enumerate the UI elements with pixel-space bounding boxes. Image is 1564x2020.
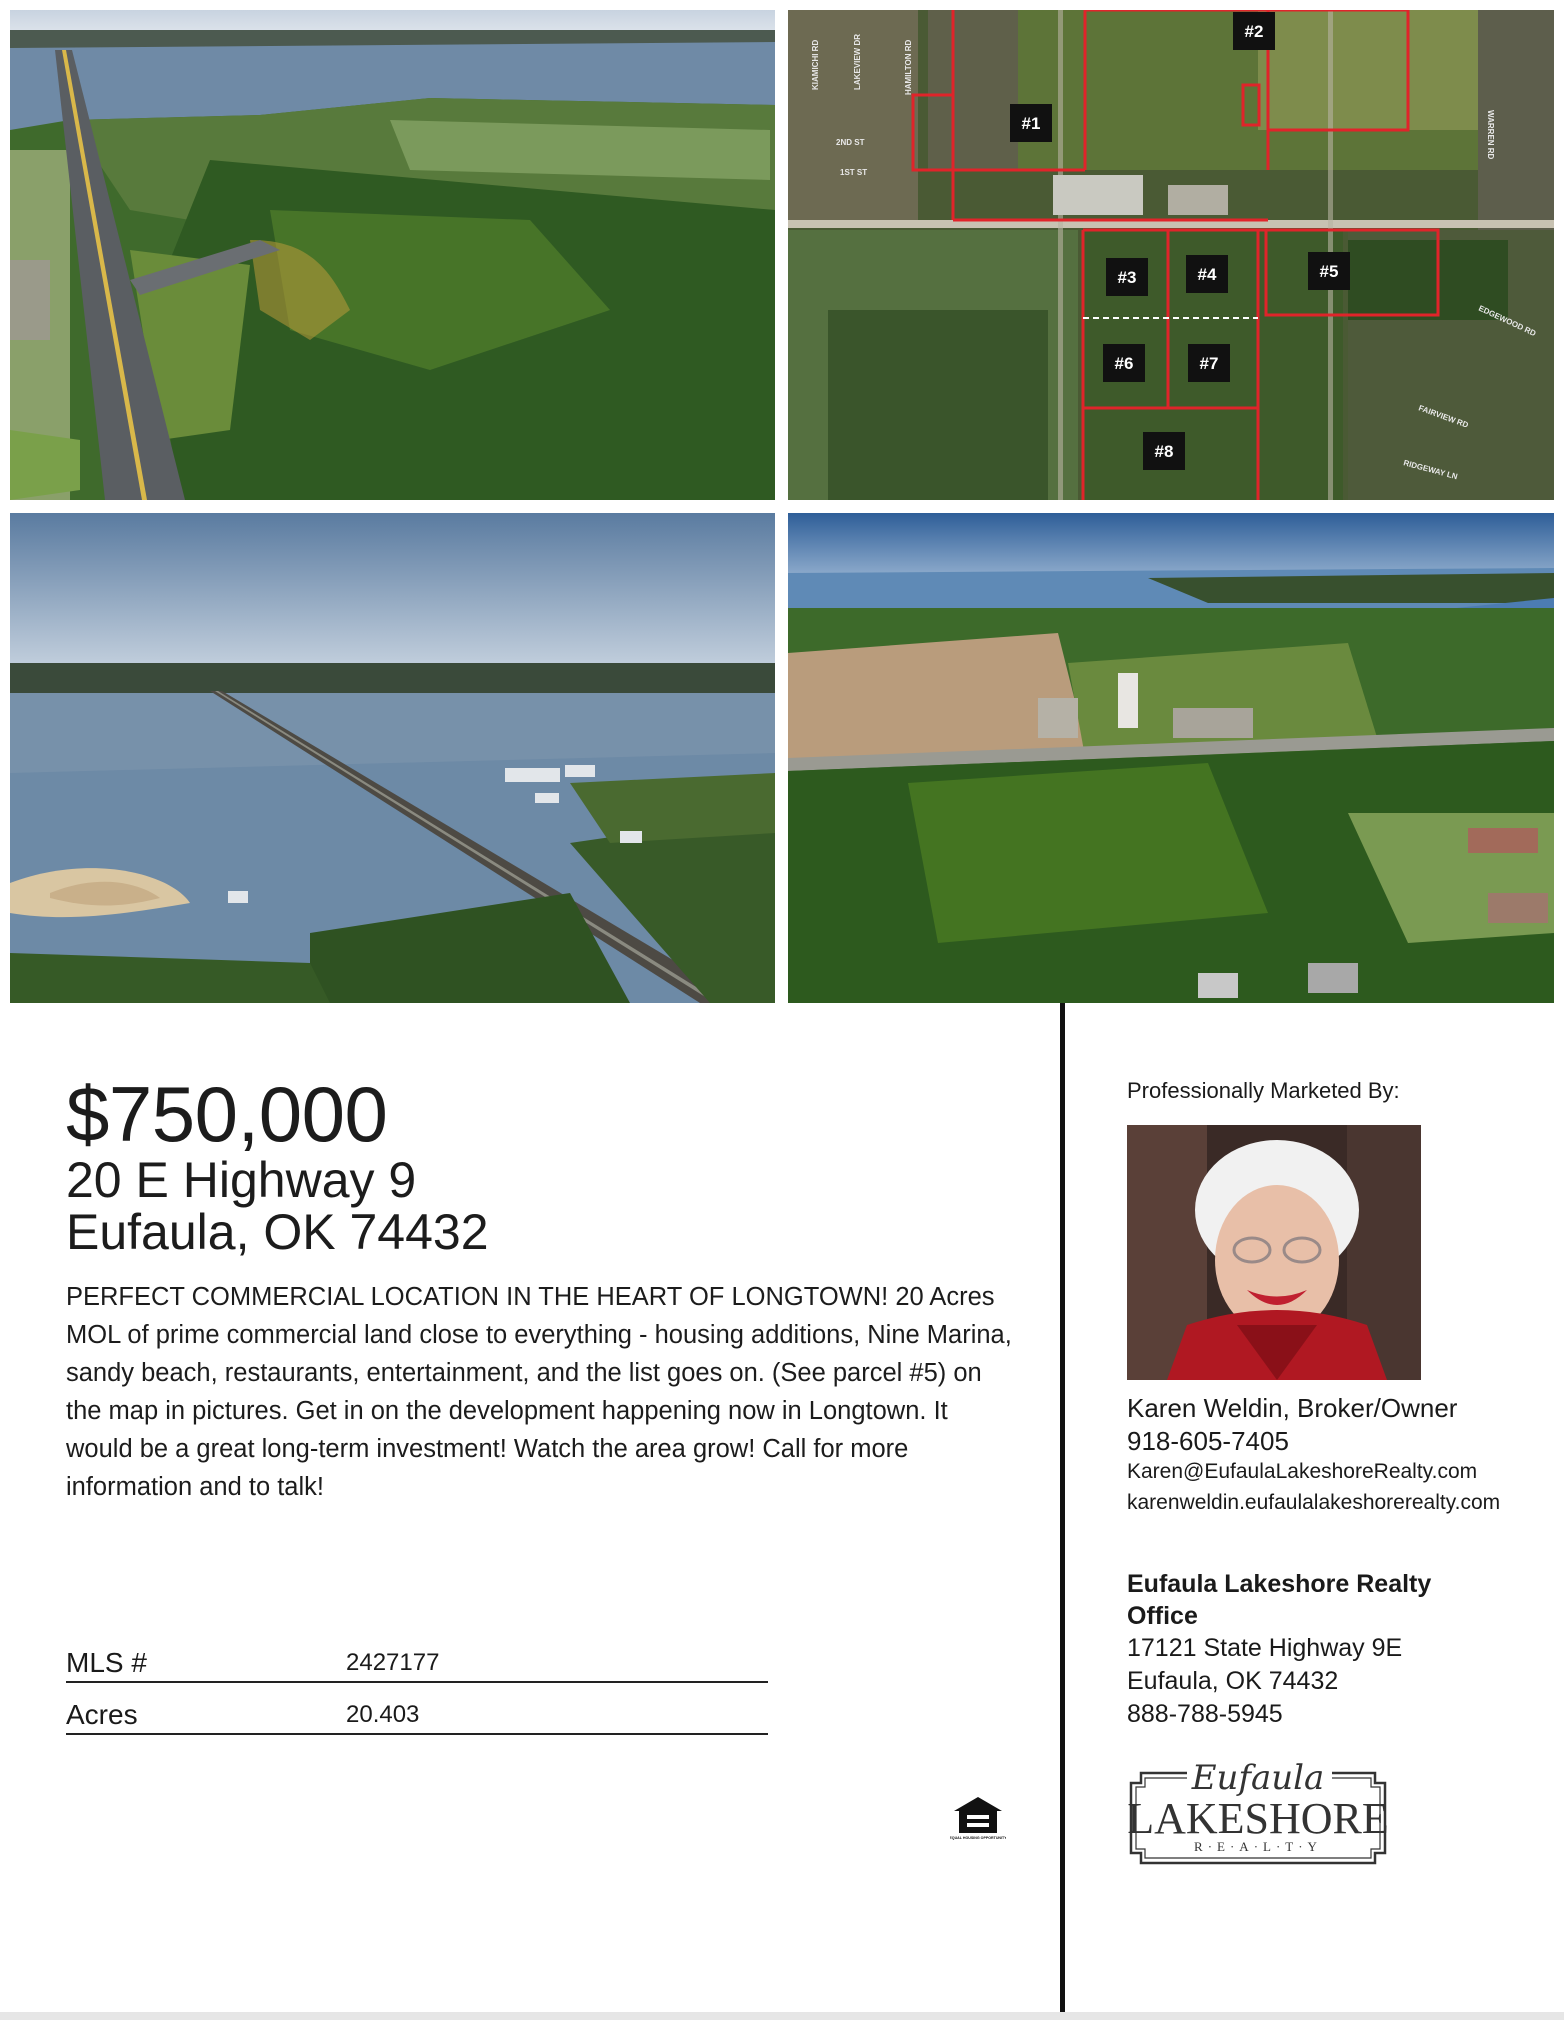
parcel-label: #5 (1319, 262, 1339, 281)
parcel-label: #4 (1197, 265, 1217, 284)
parcel-label: #7 (1199, 354, 1219, 373)
parcel-map (788, 10, 1554, 500)
street-label: LAKEVIEW DR (853, 34, 862, 90)
office-address-line-2: Eufaula, OK 74432 (1127, 1667, 1339, 1695)
listing-price: $750,000 (66, 1070, 388, 1158)
address-line-1: 20 E Highway 9 (66, 1152, 417, 1208)
office-phone[interactable]: 888-788-5945 (1127, 1700, 1283, 1728)
vertical-divider (1060, 1003, 1065, 2013)
equal-housing-icon (950, 1795, 1006, 1845)
fact-row-acres (66, 1697, 768, 1735)
listing-description: PERFECT COMMERCIAL LOCATION IN THE HEART OF LONGTOWN! 20 Acres MOL of prime commercial land close to everything - housing additions, Nine Marina, sandy beach, restaurants, entertainment, and the list goes on. (See parcel #5) on the map in pictures. Get in on the development happening now in Longtown. It would be a great long-term investment! Watch the area grow! Call for more information and to talk! (66, 1283, 1012, 1501)
logo-script: Eufaula (1191, 1758, 1325, 1798)
street-label: FAIRVIEW RD (1417, 403, 1470, 430)
street-label: HAMILTON RD (904, 39, 913, 95)
parcel-label: #3 (1117, 268, 1137, 287)
aerial-photo-bridge (10, 513, 775, 1003)
agent-photo (1127, 1125, 1421, 1380)
logo-main: LAKESHORE (1127, 1794, 1389, 1843)
aerial-photo-highway (10, 10, 775, 500)
logo-sub: R·E·A·L·T·Y (1194, 1839, 1322, 1854)
parcel-label: #1 (1021, 114, 1041, 133)
street-label: WARREN RD (1486, 110, 1495, 160)
agent-name: Karen Weldin, Broker/Owner (1127, 1393, 1458, 1423)
agent-phone[interactable]: 918-605-7405 (1127, 1426, 1289, 1456)
office-address-line-1: 17121 State Highway 9E (1127, 1634, 1403, 1662)
street-label: EDGEWOOD RD (1477, 303, 1538, 339)
parcel-label: #2 (1244, 22, 1264, 41)
fact-row-mls (66, 1645, 768, 1683)
street-label: KIAMICHI RD (811, 39, 820, 90)
agent-email[interactable]: Karen@EufaulaLakeshoreRealty.com (1127, 1460, 1478, 1483)
agent-website[interactable]: karenweldin.eufaulalakeshorerealty.com (1127, 1491, 1501, 1514)
address-line-2: Eufaula, OK 74432 (66, 1204, 489, 1260)
fact-label: Acres (66, 1699, 138, 1730)
eho-label: EQUAL HOUSING OPPORTUNITY (950, 1836, 1006, 1840)
street-label: 2ND ST (836, 138, 865, 147)
street-label: RIDGEWAY LN (1402, 458, 1459, 482)
parcel-label: #8 (1154, 442, 1174, 461)
street-label: 1ST ST (840, 168, 868, 177)
office-name: Eufaula Lakeshore Realty Office (1127, 1570, 1432, 1630)
brokerage-logo (1127, 1757, 1389, 1867)
marketed-by-heading: Professionally Marketed By: (1127, 1078, 1400, 1103)
listing-facts (66, 1645, 768, 1749)
parcel-label: #6 (1114, 354, 1134, 373)
fact-value: 2427177 (346, 1649, 440, 1676)
fact-label: MLS # (66, 1647, 147, 1678)
aerial-photo-town (788, 513, 1554, 1003)
footer-strip (0, 2012, 1564, 2020)
fact-value: 20.403 (346, 1701, 420, 1728)
